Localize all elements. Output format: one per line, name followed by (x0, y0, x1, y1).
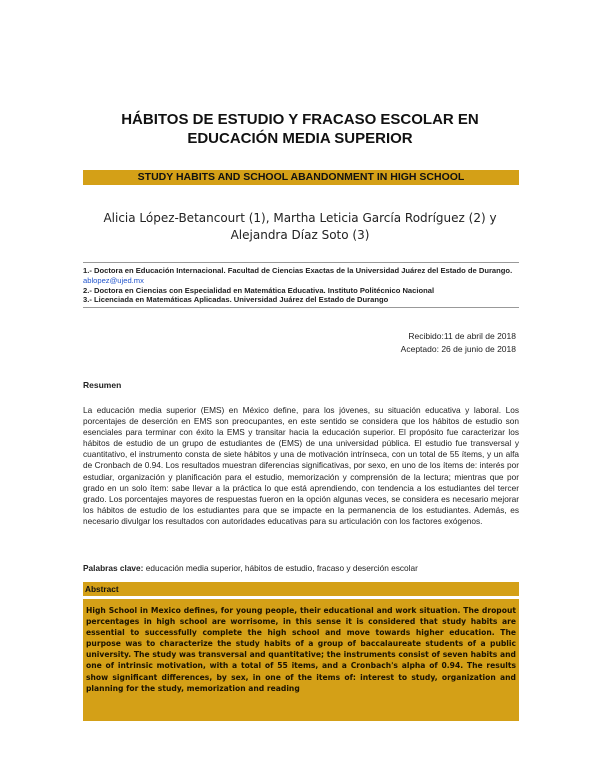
submission-dates (300, 330, 516, 355)
keywords-label: Palabras clave: (83, 563, 144, 573)
author-list (60, 210, 540, 244)
affiliation-2: 2.- Doctora en Ciencias con Especialidad en Matemática Educativa. Instituto Politécnico Nacional (83, 285, 435, 295)
affiliations-bottom-rule (83, 307, 519, 308)
affiliations (83, 266, 519, 305)
paper-title (60, 110, 540, 148)
english-title-band: STUDY HABITS AND SCHOOL ABANDONMENT IN HIGH SCHOOL (83, 170, 519, 185)
authors-line-1: Alicia López-Betancourt (1), Martha Leticia García Rodríguez (2) y (103, 211, 497, 225)
received-date: Recibido:11 de abril de 2018 (408, 331, 516, 341)
abstract-heading: Abstract (83, 582, 519, 596)
affiliation-1 (83, 266, 519, 286)
affiliation-3: 3.- Licenciada en Matemáticas Aplicadas. Universidad Juárez del Estado de Durango (83, 295, 389, 305)
resumen-heading: Resumen (83, 380, 122, 390)
affiliation-1-text: 1.- Doctora en Educación Internacional. Facultad de Ciencias Exactas de la Universidad Juárez del Estado de Durango. (83, 266, 513, 275)
resumen-text: La educación media superior (EMS) en México define, para los jóvenes, su situación educativa y laboral. Los porcentajes de deserción en EMS son preocupantes, en este sentido se considera que los hábitos de estudio son esenciales para terminar con éxito la EMS y transitar hacia la educación superior. El propósito fue caracterizar los hábitos de estudio de un grupo de estudiantes de (EMS) de una universidad pública. El estudio fue transversal y cuantitativo, el instrumento consta de siete hábitos y una de motivación intrínseca, con un total de 55 ítems, y un alfa de Cronbach de 0.94. Los resultados muestran diferencias significativas, por sexo, en uno de los ítems de: interés por estudiar, organización y planificación para el estudio, memorización y comprensión de la lectura; mientras que por grado en un solo ítem: sabe llevar a la práctica lo que está aprendiendo, con tendencia a los estudiantes del tercer grado. Los porcentajes mayores de respuestas fueron en la opción algunas veces, se considera es necesario mejorar los hábitos de estudio de los estudiantes para que se impacte en la permanencia de los estudiantes. Además, es necesario divulgar los resultados con autoridades educativas para su articulación con los factores exógenos. (83, 405, 519, 526)
authors-line-2: Alejandra Díaz Soto (3) (230, 228, 370, 242)
abstract-text: High School in Mexico defines, for young people, their educational and work situation. The dropout percentages in high school are worrisome, in this sense it is considered that study habits are essential to successfully complete the high school and move towards higher education. The purpose was to characterize the study habits of a group of baccalaureate students of a public university. The study was transversal and quantitative; the instruments consist of seven habits and one of intrinsic motivation, with a total of 55 items, and a Cronbach's alpha of 0.94. The results show significant differences, by sex, in one of the items of: interest to study, organization and planning for the study, memorization and reading (83, 599, 519, 721)
keywords-text: educación media superior, hábitos de estudio, fracaso y deserción escolar (143, 563, 418, 573)
accepted-date: Aceptado: 26 de junio de 2018 (400, 343, 516, 354)
author-email-link[interactable]: ablopez@ujed.mx (83, 275, 144, 285)
title-line-1: HÁBITOS DE ESTUDIO Y FRACASO ESCOLAR EN (121, 111, 479, 128)
affiliations-top-rule (83, 262, 519, 263)
title-line-2: EDUCACIÓN MEDIA SUPERIOR (187, 130, 413, 147)
keywords (83, 563, 519, 574)
